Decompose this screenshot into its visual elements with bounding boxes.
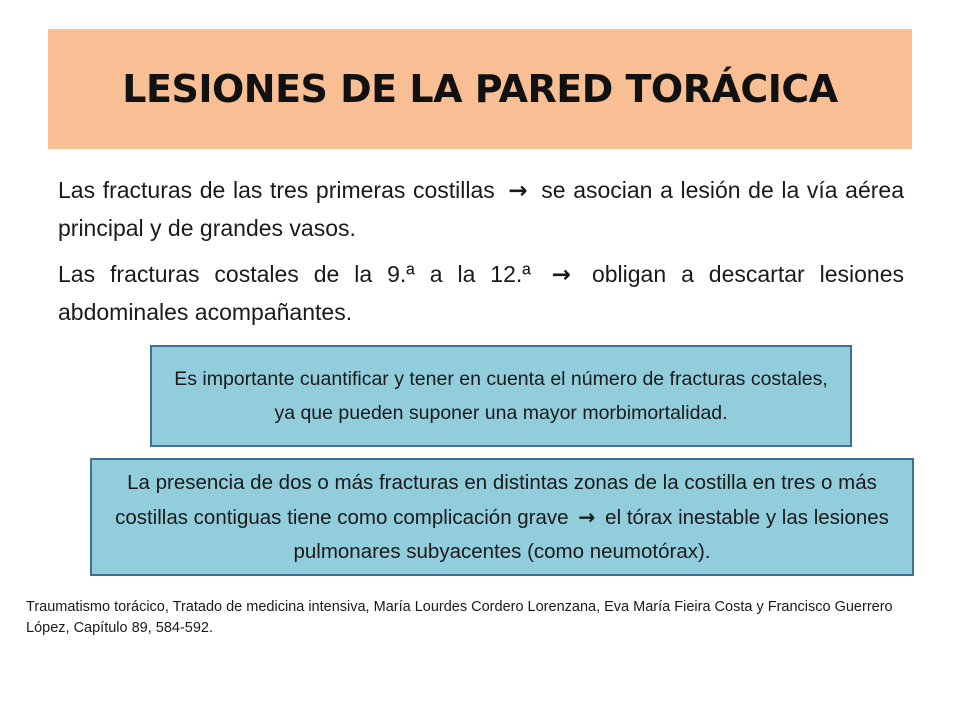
right-arrow-icon: → xyxy=(508,178,528,204)
callout-text: Es importante cuantificar y tener en cuenta el número de fracturas costales, ya que pueden suponer una mayor morbimortalidad. xyxy=(174,368,828,424)
reference-citation: Traumatismo torácico, Tratado de medicina intensiva, María Lourdes Cordero Lorenzana, Eva María Fieira Costa y Francisco Guerrero López, Capítulo 89, 584-592. xyxy=(26,599,893,636)
right-arrow-icon: → xyxy=(578,504,596,529)
callout-text: el tórax inestable y las lesiones pulmonares subyacentes (como neumotórax). xyxy=(293,505,889,563)
callout-text-wrapper xyxy=(106,466,898,569)
callout-flail-chest xyxy=(90,458,914,576)
callout-fracture-count xyxy=(150,345,852,447)
callout-text: La presencia de dos o más fracturas en distintas zonas de la costilla en tres o más costillas contiguas tiene como complicación grave xyxy=(115,470,877,529)
paragraph-first-ribs xyxy=(58,172,904,247)
paragraph-text: se asocian a lesión de la vía aérea principal y de grandes vasos. xyxy=(58,177,904,241)
paragraph-text: obligan a descartar lesiones abdominales acompañantes. xyxy=(58,261,904,325)
title-banner xyxy=(48,29,912,149)
paragraph-text: Las fracturas de las tres primeras costillas xyxy=(58,177,495,203)
paragraph-lower-ribs xyxy=(58,256,904,331)
right-arrow-icon: → xyxy=(551,262,572,288)
slide-title: LESIONES DE LA PARED TORÁCICA xyxy=(122,67,838,111)
paragraph-text: Las fracturas costales de la 9.ª a la 12.ª xyxy=(58,261,531,287)
body-text xyxy=(58,172,904,340)
